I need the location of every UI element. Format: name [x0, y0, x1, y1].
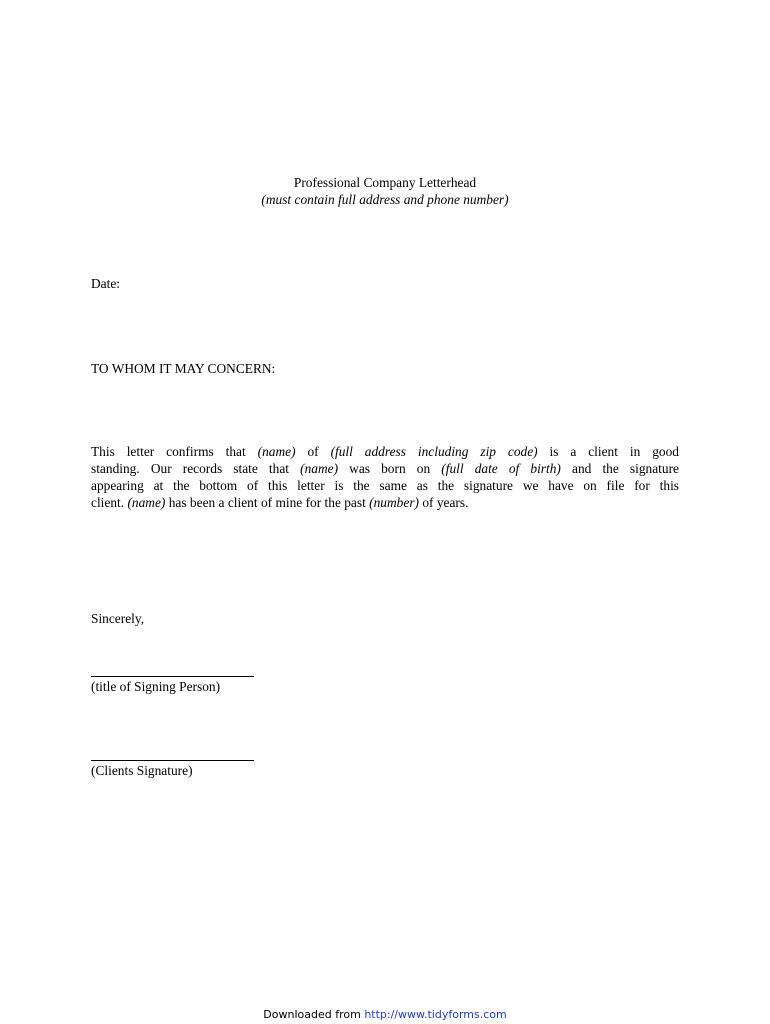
footer: [0, 1008, 770, 1021]
date-label: Date:: [91, 276, 120, 291]
letterhead-title: Professional Company Letterhead: [293, 175, 477, 190]
body-text: This letter confirms that: [91, 444, 258, 459]
body-line-4: [91, 494, 679, 511]
body-text: standing. Our records state that: [91, 461, 301, 476]
letter-body: [91, 443, 679, 511]
signature-line-1[interactable]: [91, 676, 254, 677]
body-text: of: [295, 444, 331, 459]
body-text: has been a client of mine for the past: [165, 495, 370, 510]
dob-placeholder: (full date of birth): [441, 461, 561, 476]
name-placeholder: (name): [127, 495, 166, 510]
name-placeholder: (name): [300, 461, 339, 476]
name-placeholder: (name): [257, 444, 296, 459]
body-text: of years.: [419, 495, 469, 510]
salutation: TO WHOM IT MAY CONCERN:: [91, 361, 276, 376]
number-placeholder: (number): [369, 495, 419, 510]
closing: Sincerely,: [91, 611, 145, 626]
signature-2-label: (Clients Signature): [91, 763, 193, 778]
signature-line-2[interactable]: [91, 760, 254, 761]
footer-prefix: Downloaded from: [263, 1008, 365, 1021]
body-line-3: appearing at the bottom of this letter is the same as the signature we have on file for this: [91, 478, 679, 493]
letterhead-subtitle: (must contain full address and phone number): [261, 192, 509, 207]
body-text: was born on: [338, 461, 442, 476]
body-text: client.: [91, 495, 128, 510]
address-placeholder: (full address including zip code): [330, 444, 538, 459]
body-line-1: [91, 443, 679, 460]
body-text: and the signature: [560, 461, 679, 476]
body-text: is a client in good: [537, 444, 679, 459]
footer-link[interactable]: http://www.tidyforms.com: [364, 1008, 507, 1021]
body-line-2: [91, 460, 679, 477]
signature-1-label: (title of Signing Person): [91, 679, 221, 694]
